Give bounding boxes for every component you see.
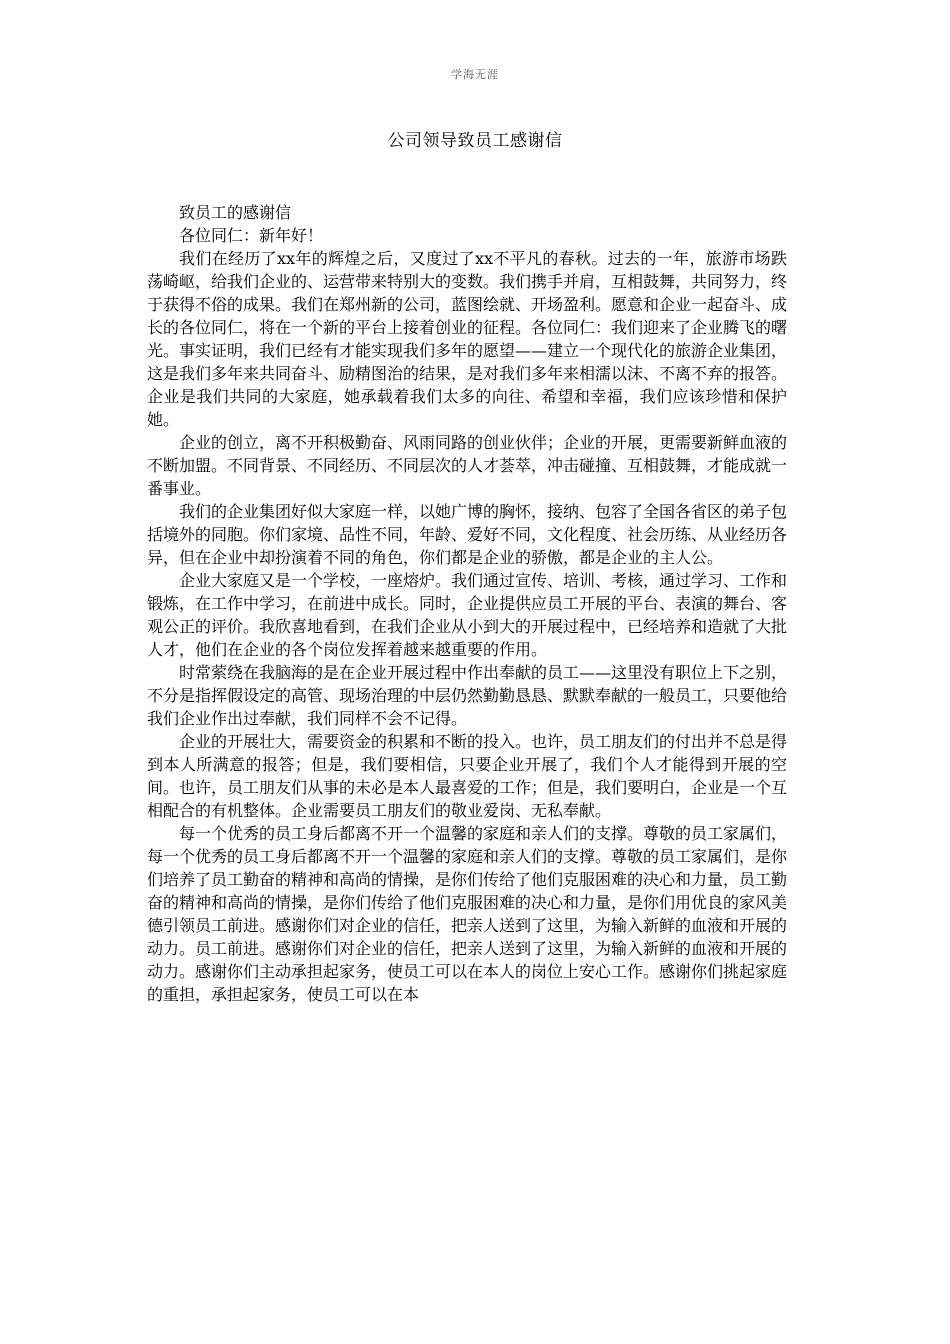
paragraph: 企业的创立，离不开积极勤奋、风雨同路的创业伙伴；企业的开展，更需要新鲜血液的不断加盟。不同背景、不同经历、不同层次的人才荟萃，冲击碰撞、互相鼓舞，才能成就一番事业。 [147, 433, 788, 498]
paragraph: 每一个优秀的员工身后都离不开一个温馨的家庭和亲人们的支撑。尊敬的员工家属们，每一个优秀的员工身后都离不开一个温馨的家庭和亲人们的支撑。尊敬的员工家属们，是你们培养了员工勤奋的精神和高尚的情操，是你们传给了他们克服困难的决心和力量，员工勤奋的精神和高尚的情操，是你们传给了他们克服困难的决心和力量，是你们用优良的家风美德引领员工前进。感谢你们对企业的信任，把亲人送到了这里，为输入新鲜的血液和开展的动力。员工前进。感谢你们对企业的信任，把亲人送到了这里，为输入新鲜的血液和开展的动力。感谢你们主动承担起家务，使员工可以在本人的岗位上安心工作。感谢你们挑起家庭的重担，承担起家务，使员工可以在本 [147, 824, 788, 1004]
document-title: 公司领导致员工感谢信 [387, 131, 563, 151]
letter-heading: 致员工的感谢信 [179, 203, 292, 222]
paragraph: 时常萦绕在我脑海的是在企业开展过程中作出奉献的员工——这里没有职位上下之别，不分是指挥假设定的高管、现场治理的中层仍然勤勤恳恳、默默奉献的一般员工，只要他给我们企业作出过奉献，我们同样不会不记得。 [147, 663, 788, 728]
paragraph: 企业大家庭又是一个学校，一座熔炉。我们通过宣传、培训、考核，通过学习、工作和锻炼，在工作中学习，在前进中成长。同时，企业提供应员工开展的平台、表演的舞台、客观公正的评价。我欣喜地看到，在我们企业从小到大的开展过程中，已经培养和造就了大批人才，他们在企业的各个岗位发挥着越来越重要的作用。 [147, 571, 788, 659]
greeting-line: 各位同仁：新年好！ [179, 226, 324, 245]
page-header: 学海无涯 [451, 68, 499, 81]
paragraph: 我们在经历了xx年的辉煌之后，又度过了xx不平凡的春秋。过去的一年，旅游市场跌荡崎岖，给我们企业的、运营带来特别大的变数。我们携手并肩，互相鼓舞，共同努力，终于获得不俗的成果。我们在郑州新的公司，蓝图绘就、开场盈利。愿意和企业一起奋斗、成长的各位同仁，将在一个新的平台上接着创业的征程。各位同仁：我们迎来了企业腾飞的曙光。事实证明，我们已经有才能实现我们多年的愿望——建立一个现代化的旅游企业集团，这是我们多年来共同奋斗、励精图治的结果，是对我们多年来相濡以沫、不离不弃的报答。企业是我们共同的大家庭，她承载着我们太多的向往、希望和幸福，我们应该珍惜和保护她。 [147, 249, 788, 429]
paragraph: 企业的开展壮大，需要资金的积累和不断的投入。也许，员工朋友们的付出并不总是得到本人所满意的报答；但是，我们要相信，只要企业开展了，我们个人才能得到开展的空间。也许，员工朋友们从事的未必是本人最喜爱的工作；但是，我们要明白，企业是一个互相配合的有机整体。企业需要员工朋友们的敬业爱岗、无私奉献。 [147, 732, 788, 820]
paragraph: 我们的企业集团好似大家庭一样，以她广博的胸怀，接纳、包容了全国各省区的弟子包括境外的同胞。你们家境、品性不同，年龄、爱好不同，文化程度、社会历练、从业经历各异，但在企业中却扮演着不同的角色，你们都是企业的骄傲，都是企业的主人公。 [147, 502, 788, 567]
document-body [147, 201, 787, 1006]
